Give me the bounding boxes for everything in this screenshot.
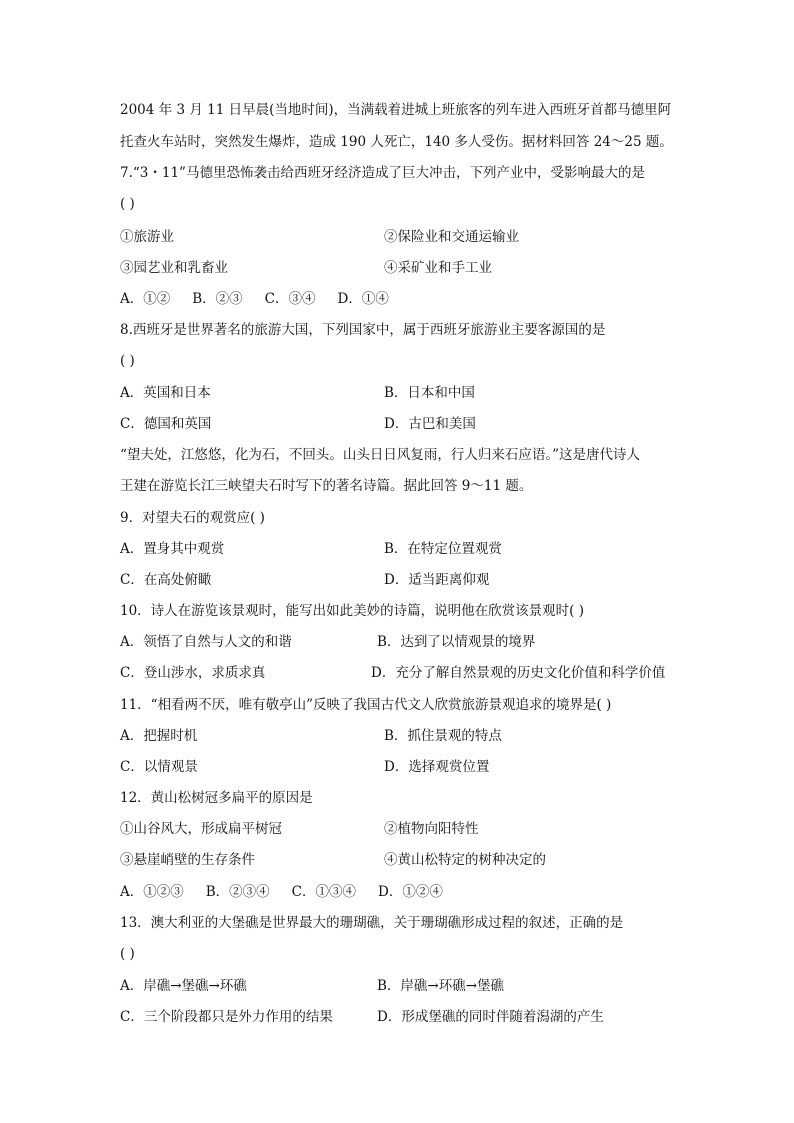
question-8-option-c[interactable]: C．德国和英国 [120, 416, 212, 432]
question-8-paren: ( ) [120, 353, 135, 369]
question-9-option-d[interactable]: D．适当距离仰观 [384, 572, 490, 588]
passage-madrid-line-1: 2004 年 3 月 11 日早晨(当地时间)，当满载着进城上班旅客的列车进入西班牙首都马德里阿 [120, 102, 672, 118]
question-7-option-d[interactable]: D．①④ [337, 291, 389, 307]
question-13-option-b[interactable]: B．岸礁→环礁→堡礁 [377, 978, 505, 994]
question-7-item-1: ①旅游业 [120, 229, 174, 245]
question-8-stem: 8.西班牙是世界著名的旅游大国，下列国家中，属于西班牙旅游业主要客源国的是 [120, 322, 606, 338]
question-8-option-d[interactable]: D．古巴和美国 [384, 416, 476, 432]
question-13-stem: 13．澳大利亚的大堡礁是世界最大的珊瑚礁，关于珊瑚礁形成过程的叙述，正确的是 [120, 915, 624, 931]
question-7-item-4: ④采矿业和手工业 [384, 260, 492, 276]
question-12-item-4: ④黄山松特定的树种决定的 [384, 852, 546, 868]
question-10-option-b[interactable]: B．达到了以情观景的境界 [377, 634, 536, 650]
passage-poem-line-1: “望夫处，江悠悠，化为石，不回头。山头日日风复雨，行人归来石应语。”这是唐代诗人 [120, 447, 641, 463]
question-7-item-2: ②保险业和交通运输业 [384, 229, 519, 245]
question-12-option-b[interactable]: B．②③④ [205, 884, 270, 900]
question-13-option-c[interactable]: C．三个阶段都只是外力作用的结果 [120, 1009, 333, 1025]
question-9-stem: 9．对望夫石的观赏应( ) [120, 510, 265, 526]
question-8-option-b[interactable]: B．日本和中国 [384, 385, 475, 401]
question-12-stem: 12．黄山松树冠多扁平的原因是 [120, 790, 313, 806]
question-12-option-c[interactable]: C．①③④ [291, 884, 357, 900]
question-7-options [120, 290, 411, 308]
question-13-paren: ( ) [120, 946, 135, 962]
question-7-option-c[interactable]: C．③④ [264, 291, 316, 307]
question-9-option-c[interactable]: C．在高处俯瞰 [120, 572, 212, 588]
question-12-item-3: ③悬崖峭壁的生存条件 [120, 852, 255, 868]
question-10-stem: 10．诗人在游览该景观时，能写出如此美妙的诗篇，说明他在欣赏该景观时( ) [120, 603, 585, 619]
question-7-option-b[interactable]: B．②③ [192, 291, 243, 307]
question-11-option-c[interactable]: C．以情观景 [120, 759, 198, 775]
question-11-option-b[interactable]: B．抓住景观的特点 [384, 728, 502, 744]
question-12-option-a[interactable]: A．①②③ [120, 884, 184, 900]
question-7-paren: ( ) [120, 196, 135, 212]
question-11-stem: 11．“相看两不厌，唯有敬亭山”反映了我国古代文人欣赏旅游景观追求的境界是( ) [120, 697, 612, 713]
question-11-option-d[interactable]: D．选择观赏位置 [384, 759, 490, 775]
question-13-option-d[interactable]: D．形成堡礁的同时伴随着潟湖的产生 [377, 1009, 604, 1025]
question-11-option-a[interactable]: A．把握时机 [120, 728, 198, 744]
question-10-option-d[interactable]: D．充分了解自然景观的历史文化价值和科学价值 [371, 665, 666, 681]
question-12-item-1: ①山谷风大，形成扁平树冠 [120, 821, 282, 837]
question-12-option-d[interactable]: D．①②④ [378, 884, 443, 900]
question-9-option-a[interactable]: A．置身其中观赏 [120, 541, 225, 557]
question-7-stem: 7.“3・11”马德里恐怖袭击给西班牙经济造成了巨大冲击，下列产业中，受影响最大的是 [120, 165, 645, 181]
question-10-option-c[interactable]: C．登山涉水，求质求真 [120, 665, 266, 681]
question-10-option-a[interactable]: A．领悟了自然与人文的和谐 [120, 634, 292, 650]
question-13-option-a[interactable]: A．岸礁→堡礁→环礁 [120, 978, 247, 994]
passage-poem-line-2: 王建在游览长江三峡望夫石时写下的著名诗篇。据此回答 9～11 题。 [120, 478, 533, 494]
question-12-options [120, 883, 465, 901]
question-12-item-2: ②植物向阳特性 [384, 821, 479, 837]
question-7-item-3: ③园艺业和乳畜业 [120, 260, 228, 276]
question-7-option-a[interactable]: A．①② [120, 291, 171, 307]
question-9-option-b[interactable]: B．在特定位置观赏 [384, 541, 502, 557]
question-8-option-a[interactable]: A．英国和日本 [120, 385, 211, 401]
passage-madrid-line-2: 托查火车站时，突然发生爆炸，造成 190 人死亡，140 多人受伤。据材料回答 24～25 题。 [120, 134, 673, 150]
